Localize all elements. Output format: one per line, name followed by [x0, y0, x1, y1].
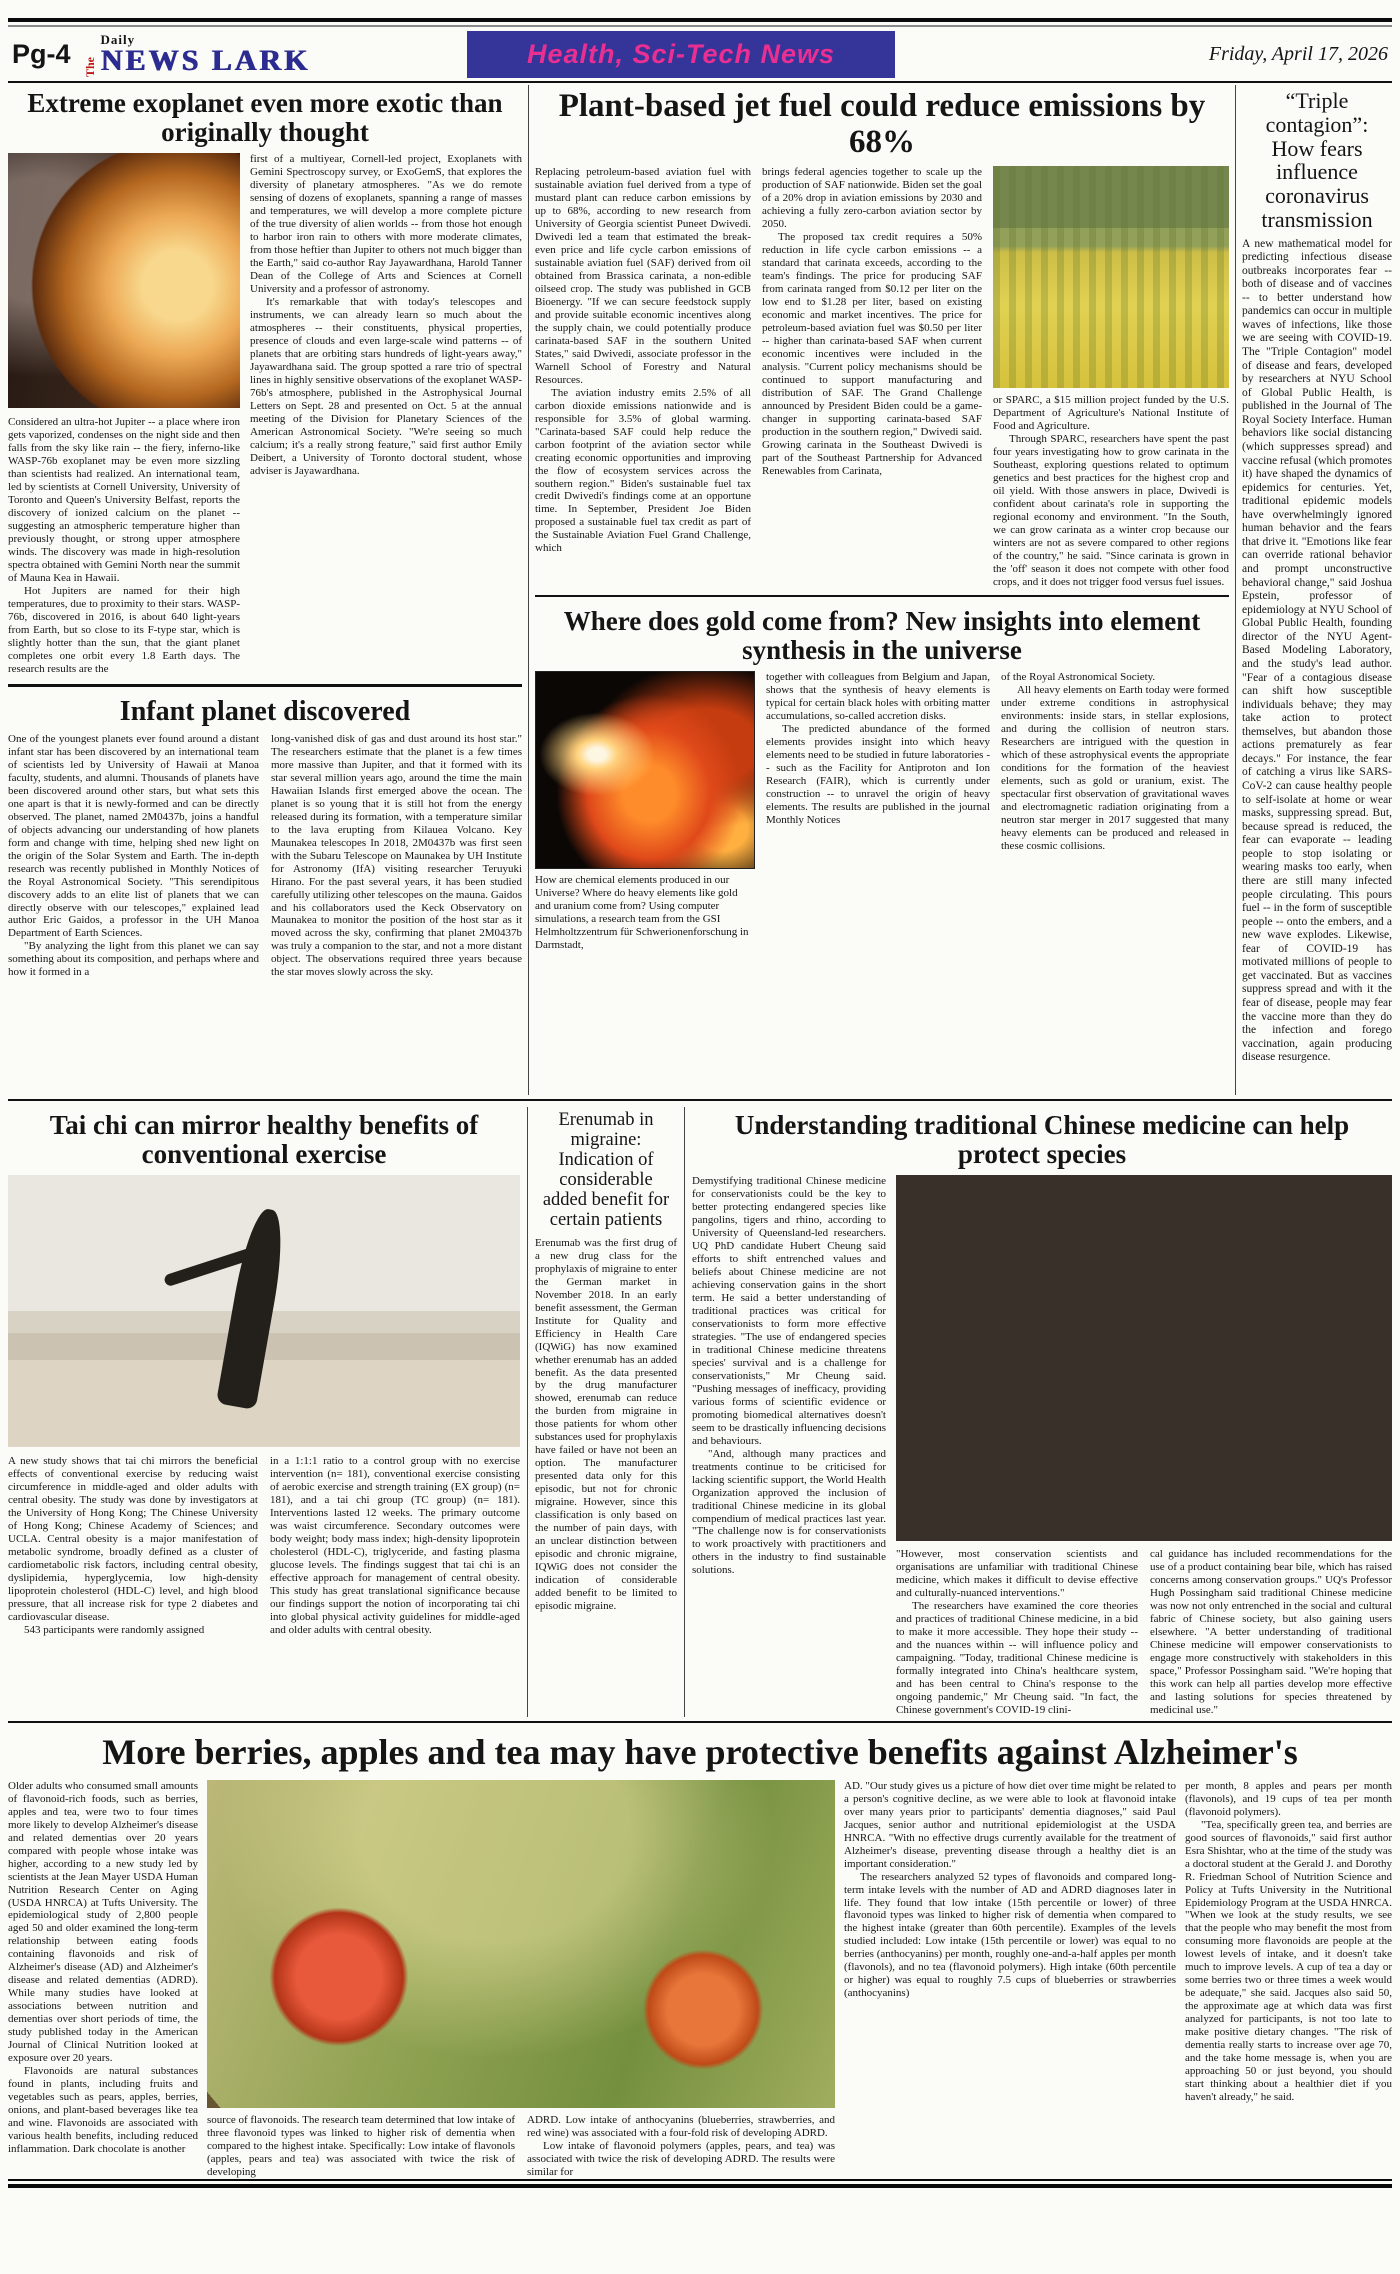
- exoplanet-col2-p1: first of a multiyear, Cornell-led project, Exoplanets with Gemini Spectroscopy survey, or ExoGemS, that explores the diversity of planetary atmospheres. "As we do remote sensing of dozens of exoplanets, spanning a range of masses and temperatures, we will develop a more complete picture of the true diversity of alien worlds -- from those hot enough to harbor iron rain to others with more moderate climates, from those heftier than Jupiter to others not much bigger than the Earth," said co-author Ray Jayawardhana, Harold Tanner Dean of the College of Arts and Sciences at Cornell University and a professor of astronomy.: [250, 153, 522, 295]
- infant-col1-p2: "By analyzing the light from this planet we can say something about its composition, and perhaps where and how it formed in a: [8, 940, 259, 979]
- chinese-medicine-image: [896, 1175, 1392, 1541]
- taichi-headline: Tai chi can mirror healthy benefits of conventional exercise: [49, 1110, 479, 1170]
- top-rule: [8, 18, 1392, 27]
- gold-col2-p2: The predicted abundance of the formed elements provides insight into which heavy elements need to be studied in future laboratories -- such as the Facility for Antiproton and Ion Research (FAIR), which is currently under construction -- to unravel the origin of heavy elements. The results are published in the journal Monthly Notices: [766, 722, 990, 826]
- contagion-body-text: A new mathematical model for predicting infectious disease outbreaks incorporates fear -- both of disease and of vaccines -- to better understand how pandemics can occur in multiple waves of infections, like those we are seeing with COVID-19. The "Triple Contagion" model of disease and fears, developed by researchers at NYU School of Global Public Health, is published in the Journal of The Royal Society Interface. Human behaviors like social distancing (which suppresses spread) and vaccine refusal (which promotes it) have shaped the dynamics of epidemics for centuries. Yet, traditional epidemic models have overwhelmingly ignored human behavior and the fears that drive it. "Emotions like fear can override rational behavior and prompt unconstructive behavioral change," said Joshua Epstein, professor of epidemiology at NYU School of Global Public Health, founding director of the NYU Agent-Based Modeling Laboratory, and the study's lead author. "Fear of a contagious disease can shift how susceptible individuals behave; they may take action to protect themselves, but abandon those actions prematurely as fear decays." For instance, the fear of catching a virus like SARS-CoV-2 can cause healthy people to self-isolate at home or wear masks, suppressing spread. But, because spread is reduced, the fear can evaporate -- leading people to stop isolating or wearing masks too early, when there are still many infected people circulating. This pours fuel -- in the form of susceptible people -- onto the embers, and a new wave explodes. Likewise, fear of COVID-19 has motivated millions of people to get vaccinated. But as vaccines suppress spread and with it the fear of disease, people may fear the vaccine more than they do the infection and forego vaccination, again producing disease resurgence.: [1242, 237, 1392, 1064]
- berries-col5-p2: "Tea, specifically green tea, and berries are good sources of flavonoids," said first author Esra Shishtar, who at the time of the study was a doctoral student at the Gerald J. and Dorothy R. Friedman School of Nutrition Science and Policy at Tufts University in the Nutritional Epidemiology Program at the USDA HNRCA. "When we look at the study results, we see that the people who may benefit the most from consuming more flavonoids are people at the lowest levels of intake, and it doesn't take much to improve levels. A cup of tea a day or some berries two or three times a week would be adequate," she said. Jacques also said 50, the approximate age at which data was first analyzed for participants, is not too late to make positive dietary changes. "The risk of dementia really starts to increase over age 70, and the take home message is, when you are approaching 50 or just beyond, you should start thinking about a healthier diet if you haven't already," he said.: [1185, 1818, 1392, 2104]
- brand-daily: Daily: [100, 31, 136, 47]
- exoplanet-headline: Extreme exoplanet even more exotic than originally thought: [27, 88, 503, 148]
- jetfuel-col3-p1: or SPARC, a $15 million project funded by the U.S. Department of Agriculture's National Institute of Food and Agriculture.: [993, 394, 1229, 433]
- tcm-col1-p2: "And, although many practices and treatments continue to be criticised for lacking scientific support, the World Health Organization approved the inclusion of traditional Chinese medicine in its global compendium of medical practices last year. "The challenge now is for conservationists to work proactively with practitioners and others in the industry to find sustainable solutions.: [692, 1447, 886, 1577]
- vertical-divider: [684, 1107, 685, 1717]
- berries-col4-p1: AD. "Our study gives us a picture of how diet over time might be related to a person's cognitive decline, as we were able to look at flavonoid intake over many years prior to participants' dementia diagnoses," said Paul Jacques, senior author and nutritional epidemiologist at the USDA HNRCA. "With no effective drugs currently available for the treatment of Alzheimer's disease, preventing disease through a healthy diet is an important consideration.": [844, 1779, 1176, 1870]
- issue-date: Friday, April 17, 2026: [1208, 42, 1388, 65]
- jetfuel-col2-p1: brings federal agencies together to scale up the production of SAF nationwide. Biden set the goal of a 20% drop in aviation emissions by 2030 and achieving a fully zero-carbon aviation sector by 2050.: [762, 166, 982, 231]
- bottom-rule: [8, 2179, 1392, 2188]
- vertical-divider: [528, 85, 529, 1095]
- brand-the: The: [82, 56, 97, 77]
- infant-col2-p1: long-vanished disk of gas and dust around its host star." The researchers estimate that the planet is a few times more massive than Jupiter, and that it formed with its star several million years ago, around the time the main Hawaiian Islands first emerged above the ocean. The planet is so young that it is still hot from the energy released during its formation, with a temperature similar to the lava erupting from Kilauea Volcano. Key Maunakea telescopes In 2018, 2M0437b was first seen with the Subaru Telescope on Maunakea by UH Institute for Astronomy (IfA) visiting researcher Teruyuki Hirano. For the past several years, it has been studied carefully utilizing other telescopes on the mauna. Gaidos and his collaborators used the Keck Observatory on Maunakea to monitor the position of the host star as it moved across the sky, confirming that planet 2M0437b was truly a companion to the star, and not a more distant object. The observations required three years because the star moves slowly across the sky.: [271, 732, 522, 979]
- vertical-divider: [527, 1107, 528, 1717]
- carinata-field-image: [993, 166, 1229, 388]
- berries-col5-p1: per month, 8 apples and pears per month (flavonols), and 19 cups of tea per month (flavonoid polymers).: [1185, 1779, 1392, 1818]
- exoplanet-col1-p1: Considered an ultra-hot Jupiter -- a place where iron gets vaporized, condenses on the night side and then falls from the sky like rain -- the fiery, inferno-like WASP-76b exoplanet may be even more sizzling than scientists had realized. An international team, led by scientists at Cornell University, University of Toronto and Queen's University Belfast, reports the discovery of ionized calcium on the planet -- suggesting an atmospheric temperature higher than previously thought, or strong upper atmosphere winds. The discovery was made in high-resolution spectra obtained with Gemini North near the summit of Mauna Kea in Hawaii.: [8, 416, 240, 584]
- center-column-group: [535, 85, 1229, 1095]
- berries-under1-p1: source of flavonoids. The research team determined that low intake of three flavonoid types was linked to higher risk of dementia when compared to the highest intake. Specifically: Low intake of flavonols (apples, pears and tea) was associated with twice the risk of developing: [207, 2113, 515, 2178]
- article-chinese-medicine: [692, 1107, 1392, 1717]
- brand-logo: [83, 33, 311, 76]
- exoplanet-col1-p2: Hot Jupiters are named for their high temperatures, due to proximity to their stars. WASP-76b, discovered in 2016, is about 640 light-years from Earth, but so close to its F-type star, which is slightly hotter than the sun, that the giant planet completes one orbit every 1.8 Earth days. The research results are the: [8, 584, 240, 675]
- page-number: Pg-4: [12, 38, 71, 69]
- berries-under2-p2: Low intake of flavonoid polymers (apples, pears, and tea) was associated with twice the risk of developing ADRD. The results were similar for: [527, 2139, 835, 2178]
- taichi-col2-p1: in a 1:1:1 ratio to a control group with no exercise intervention (n= 181), conventional exercise consisting of aerobic exercise and strength training (EX group) (n= 181), and a tai chi group (TC group) (n= 181). Interventions lasted 12 weeks. The primary outcome was waist circumference. Secondary outcomes were body weight; body mass index; high-density lipoprotein cholesterol (HDL-C), triglyceride, and fasting plasma glucose levels. The findings suggest that tai chi is an effective approach for management of central obesity. This study has great translational significance because our findings support the notion of incorporating tai chi into global physical activity guidelines for middle-aged and older adults with central obesity.: [270, 1455, 520, 1636]
- middle-band: [8, 1105, 1392, 1717]
- article-gold-origin: [535, 603, 1229, 952]
- article-tai-chi: [8, 1107, 520, 1717]
- section-banner: Health, Sci-Tech News: [467, 31, 895, 78]
- tai-chi-image: [8, 1175, 520, 1447]
- section-rule: [535, 595, 1229, 597]
- berries-col1-p2: Flavonoids are natural substances found in plants, including fruits and vegetables such as pears, apples, berries, onions, and plant-based beverages like tea and wine. Flavonoids are associated with various health benefits, including reduced inflammation. Dark chocolate is another: [8, 2065, 198, 2155]
- berries-col1-p1: Older adults who consumed small amounts of flavonoid-rich foods, such as berries, apples and tea, were two to four times more likely to develop Alzheimer's disease and related dementias over 20 years compared with people whose intake was higher, according to a new study led by scientists at the Jean Mayer USDA Human Nutrition Research Center on Aging (USDA HNRCA) at Tufts University. The epidemiological study of 2,800 people aged 50 and older examined the long-term relationship between eating foods containing flavonoids and risk of Alzheimer's disease (AD) and Alzheimer's disease and related dementias (ADRD). While many studies have looked at associations between nutrition and dementias over short periods of time, the study published today in the American Journal of Clinical Nutrition looked at exposure over 20 years.: [8, 1779, 198, 2065]
- top-band: [8, 83, 1392, 1095]
- tcm-col2-p1: "However, most conservation scientists and organisations are unfamiliar with traditional Chinese medicine, which makes it difficult to devise effective and culturally-nuanced interventions.": [896, 1548, 1138, 1600]
- jet-fuel-headline: Plant-based jet fuel could reduce emissions by 68%: [558, 88, 1206, 160]
- tcm-col3-p1: cal guidance has included recommendations for the use of a product containing bear bile, which has raised concerns among conservation groups." UQ's Professor Hugh Possingham said traditional Chinese medicine was now not only entrenched in the social and cultural fabric of Chinese society, but also gaining users elsewhere. "A better understanding of traditional Chinese medicine will empower conservationists to engage more constructively with stakeholders in this space," Professor Possingham said. "We're hoping that this work can help all parties develop more effective and lasting solutions for species threatened by medicinal use.": [1150, 1548, 1392, 1716]
- gold-col3-p2: All heavy elements on Earth today were formed under extreme conditions in astrophysical environments: inside stars, in stellar explosions, and during the collision of neutron stars. Researchers are intrigued with the question in which of these astrophysical events the appropriate conditions for the formation of the heaviest elements, such as gold or uranium, exist. The spectacular first observation of gravitational waves and electromagnetic radiation originating from a neutron star merger in 2017 suggested that many heavy elements can be produced and released in these cosmic collisions.: [1001, 684, 1229, 852]
- tcm-headline: Understanding traditional Chinese medicine can help protect species: [734, 1110, 1350, 1170]
- right-column-group: [1242, 85, 1392, 1095]
- taichi-col1-p1: A new study shows that tai chi mirrors the beneficial effects of conventional exercise by reducing waist circumference in middle-aged and older adults with central obesity. The study was done by investigators at the University of Hong Kong; The Chinese University of Hong Kong; Chinese Academy of Sciences; and UCLA. Central obesity is a major manifestation of metabolic syndrome, broadly defined as a cluster of cardiometabolic risk factors, including central obesity, dyslipidemia, hyperglycemia, low high-density lipoprotein cholesterol (HDL-C) level, and high blood pressure, that all increase risk for type 2 diabetes and cardiovascular disease.: [8, 1455, 258, 1623]
- article-triple-contagion: [1242, 85, 1392, 1065]
- vertical-divider: [1235, 85, 1236, 1095]
- apples-image: [207, 1780, 835, 2108]
- jetfuel-col2-p2: The proposed tax credit requires a 50% reduction in life cycle carbon emissions -- a standard that carinata exceeds, according to the team's findings. The price for producing SAF from carinata ranged from $0.12 per liter on the low end to $1.28 per liter, based on existing economic and market incentives. The price for petroleum-based aviation fuel was $0.50 per liter -- higher than carinata-based SAF when current economic incentives were included in the analysis. "Current policy mechanisms should be continued to support manufacturing and distribution of SAF. The Grand Challenge announced by President Biden could be a game-changer in supporting carinata-based SAF production in the southern region," Dwivedi said. Growing carinata in the Southeast Dwivedi is part of the Southeast Partnership for Advanced Renewables from Carinata,: [762, 231, 982, 477]
- article-berries-alzheimers: [8, 1727, 1392, 2188]
- masthead: [8, 27, 1392, 81]
- section-rule: [8, 684, 522, 687]
- left-column-group: [8, 85, 522, 1095]
- infant-col1-p1: One of the youngest planets ever found around a distant infant star has been discovered by an international team of scientists led by University of Hawaii at Manoa faculty, students, and alumni. Thousands of planets have been discovered around other stars, but what sets this one apart is that it is newly-formed and can be directly observed. The planet, named 2M0437b, joins a handful of objects advancing our understanding of how planets form and change with time, helping shed new light on the origin of the Solar System and Earth. The in-depth research was recently published in Monthly Notices of the Royal Astronomical Society. "This serendipitous discovery adds to an elite list of planets that we can directly observe with our telescopes," explained lead author Eric Gaidos, a professor in the UH Manoa Department of Earth Sciences.: [8, 732, 259, 940]
- berries-under2-p1: ADRD. Low intake of anthocyanins (blueberries, strawberries, and red wine) was associated with a four-fold risk of developing ADRD.: [527, 2113, 835, 2139]
- band-rule: [8, 1099, 1392, 1101]
- neutron-star-image: [535, 671, 755, 869]
- article-infant-planet: [8, 695, 522, 980]
- gold-figure: [535, 671, 755, 952]
- article-exoplanet: [8, 85, 522, 676]
- exoplanet-image: [8, 153, 240, 408]
- article-erenumab: [535, 1107, 677, 1717]
- gold-headline: Where does gold come from? New insights into element synthesis in the universe: [563, 605, 1201, 665]
- erenumab-body-text: Erenumab was the first drug of a new drug class for the prophylaxis of migraine to enter the German market in November 2018. In an early benefit assessment, the German Institute for Quality and Efficiency in Health Care (IQWiG) has now examined whether erenumab has an added benefit. As the data presented by the drug manufacturer showed, erenumab can reduce the burden from migraine in those patients for whom other substances used for prophylaxis have failed or have not been an option. The manufacturer presented data only for this episodic, but not for chronic migraine. However, since this classification is only based on the number of pain days, with an unclear distinction between episodic and chronic migraine, IQWiG does not consider the indication of considerable added benefit to be limited to episodic migraine.: [535, 1236, 677, 1612]
- tai-chi-figure: [216, 1206, 290, 1410]
- berries-col4-p2: The researchers analyzed 52 types of flavonoids and compared long-term intake levels with the number of AD and ADRD diagnoses later in life. They found that low intake (15th percentile or lower) of three flavonoid types was linked to higher risk of dementia when compared to the highest intake (greater than 60th percentile). Examples of the levels studied included: Low intake (15th percentile or lower) was equal to no berries (anthocyanins) per month, roughly one-and-a-half apples per month (flavonols), and no tea (flavonoid polymers). High intake (60th percentile or higher) was equal to roughly 7.5 cups of blueberries or strawberries (anthocyanins): [844, 1870, 1176, 2000]
- jetfuel-col1-p1: Replacing petroleum-based aviation fuel with sustainable aviation fuel derived from a type of mustard plant can reduce carbon emissions by up to 68%, according to new research from University of Georgia scientist Puneet Dwivedi. Dwivedi led a team that estimated the break-even price and life cycle carbon emissions of sustainable aviation fuel (SAF) derived from oil obtained from Brassica carinata, a non-edible oilseed crop. The study was published in GCB Bioenergy. "If we can secure feedstock supply and provide suitable economic incentives along the supply chain, we could potentially produce carinata-based SAF in the southern United States," said Dwivedi, associate professor in the Warnell School of Forestry and Natural Resources.: [535, 166, 751, 386]
- gold-col2-p1: together with colleagues from Belgium and Japan, shows that the synthesis of heavy elements is typical for certain black holes with orbiting matter accumulations, so-called accretion disks.: [766, 671, 990, 722]
- brand-name: NEWS LARK: [100, 43, 311, 77]
- jetfuel-col3-p2: Through SPARC, researchers have spent the past four years investigating how to grow carinata in the Southeast, exploring questions related to optimum genetics and best practices for the highest crop and oil yield. With those answers in place, Dwivedi is confident about carinata's role in supporting the regional economy and environment. "In the South, we can grow carinata as a winter crop because our winters are not as severe compared to other regions of the country," he said. "Since carinata is grown in the 'off' season it does not compete with other food crops, and it does not trigger food versus fuel issues.: [993, 433, 1229, 588]
- tcm-col2-p2: The researchers have examined the core theories and practices of traditional Chinese medicine, in a bid to make it more accessible. They hope their study -- and the nuances within -- will influence policy and campaigning. "Today, traditional Chinese medicine is formally integrated into China's healthcare system, and has been central to China's response to the ongoing pandemic," Mr Cheung said. "In fact, the Chinese government's COVID-19 clini-: [896, 1600, 1138, 1716]
- erenumab-headline: Erenumab in migraine: Indication of considerable added benefit for certain patients: [542, 1110, 670, 1230]
- tcm-col1-p1: Demystifying traditional Chinese medicine for conservationists could be the key to better protecting endangered species like pangolins, tigers and rhino, according to University of Queensland-led researchers. UQ PhD candidate Hubert Cheung said efforts to shift entrenched values and beliefs about Chinese medicine are not achieving conservation gains in the short term. He said a better understanding of traditional practices was critical for conservationists to form more effective strategies. "The use of endangered species in traditional Chinese medicine threatens species' survival and is a challenge for conservationists," Mr Cheung said. "Pushing messages of inefficacy, providing various forms of scientific evidence or promoting biomedical alternatives doesn't seem to be drastically influencing decisions and behaviours.: [692, 1175, 886, 1447]
- jetfuel-col1-p2: The aviation industry emits 2.5% of all carbon dioxide emissions nationwide and is responsible for 3.5% of global warming. "Carinata-based SAF could help reduce the carbon footprint of the aviation sector while creating economic opportunities and improving the flow of ecosystem services across the southern region." Biden's sustainable fuel tax credit Dwivedi's findings come at an opportune time. In September, President Joe Biden proposed a sustainable fuel tax credit as part of the Sustainable Aviation Fuel Grand Challenge, which: [535, 386, 751, 555]
- gold-col3-p1: of the Royal Astronomical Society.: [1001, 671, 1156, 684]
- infant-headline: Infant planet discovered: [119, 695, 411, 727]
- taichi-col1-p2: 543 participants were randomly assigned: [24, 1623, 205, 1636]
- contagion-headline: “Triple contagion”: How fears influence coronavirus transmission: [1261, 88, 1373, 232]
- band-rule: [8, 1721, 1392, 1723]
- exoplanet-col2-p2: It's remarkable that with today's telescopes and instruments, we can already learn so much about the atmospheres -- their constituents, physical properties, presence of clouds and even large-scale wind patterns -- of planets that are orbiting stars hundreds of light-years away," Jayawardhana said. The group spotted a rare trio of spectral lines in highly sensitive observations of the exoplanet WASP-76b's atmosphere, published in the Astrophysical Journal Letters on Sept. 28 and presented on Oct. 5 at the annual meeting of the Division for Planetary Sciences of the American Astronomical Society. "We're seeing so much calcium; it's a really strong feature," said first author Emily Deibert, a University of Toronto doctoral student, whose adviser is Jayawardhana.: [250, 295, 522, 477]
- article-jet-fuel: [535, 85, 1229, 589]
- gold-image-caption: How are chemical elements produced in our Universe? Where do heavy elements like gold and uranium come from? Using computer simulations, a research team from the GSI Helmholtzzentrum für Schwerionenforschung in Darmstadt,: [535, 874, 749, 951]
- berries-headline: More berries, apples and tea may have protective benefits against Alzheimer's: [102, 1731, 1298, 1772]
